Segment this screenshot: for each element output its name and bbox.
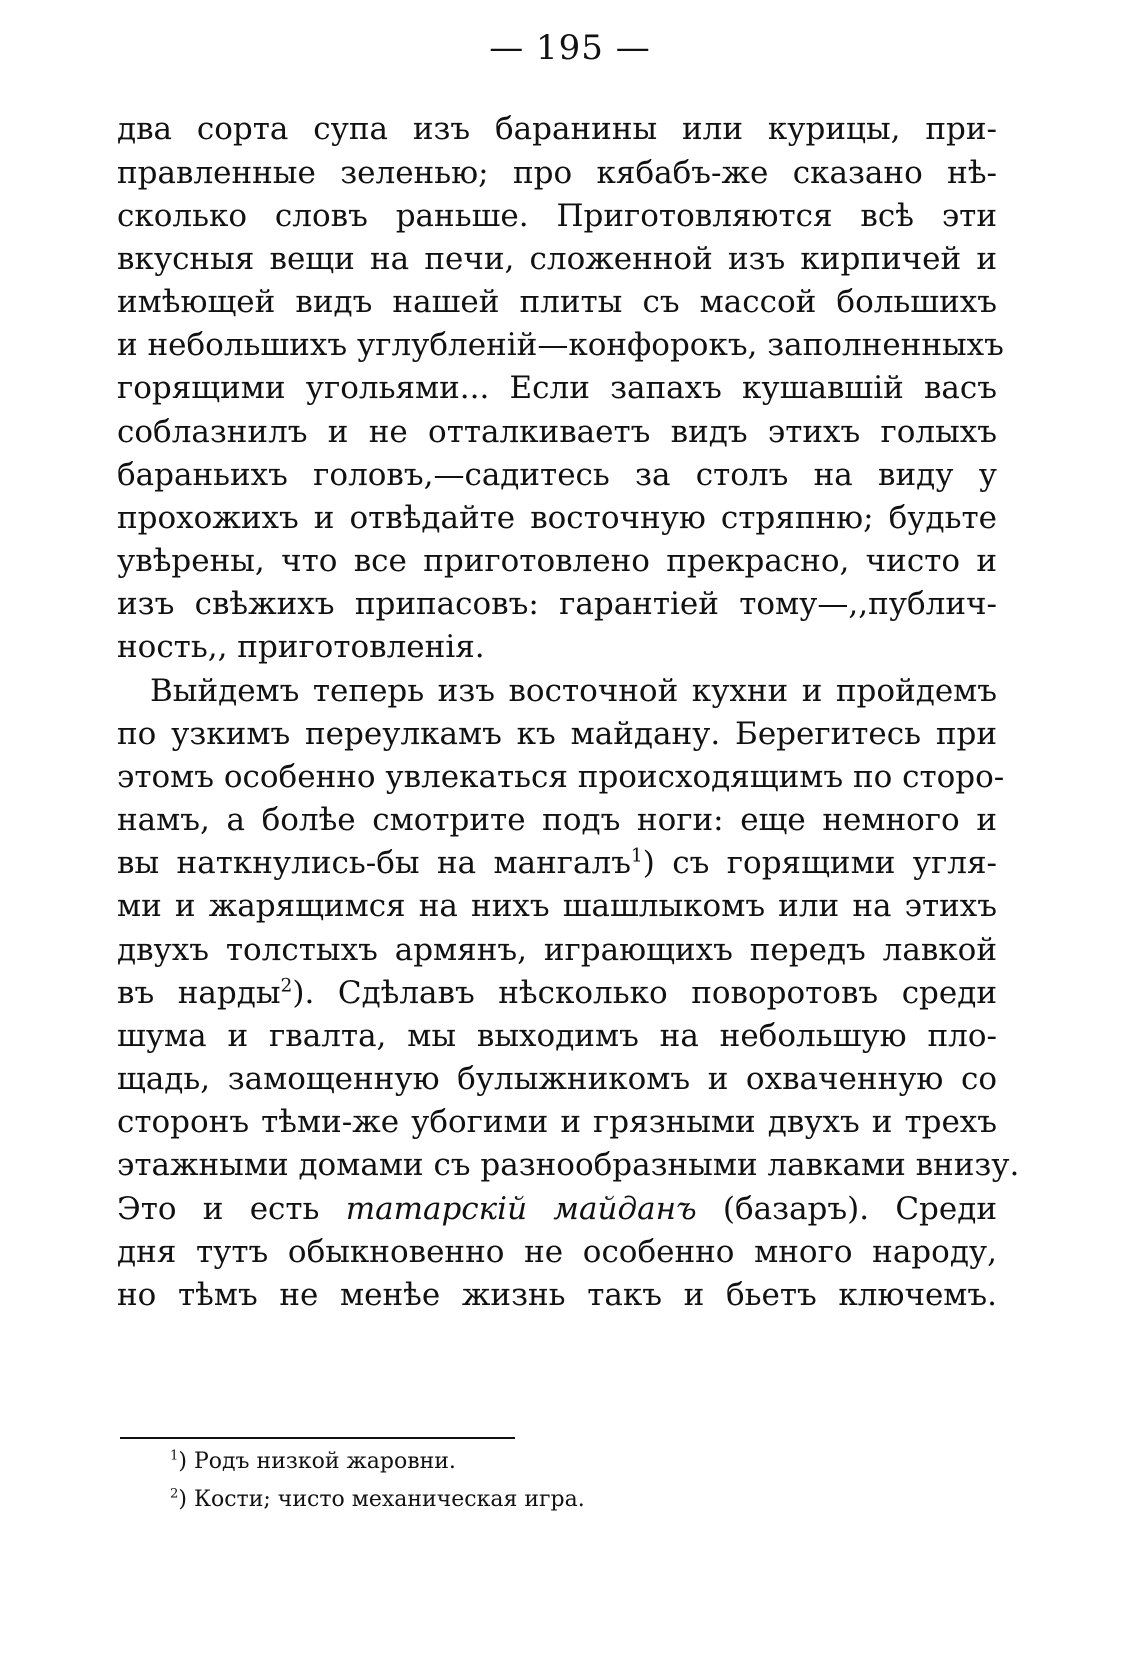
footnote-1 <box>170 1446 456 1478</box>
footnote-ref: 2 <box>280 975 293 997</box>
text-line: дня тутъ обыкновенно не особенно много народу, <box>117 1234 997 1270</box>
text-line: намъ, а болѣе смотрите подъ ноги: еще немного и <box>117 802 997 838</box>
text-line: щадь, замощенную булыжникомъ и охваченную со <box>117 1061 997 1097</box>
footnote-ref: 1 <box>630 845 643 867</box>
text-line: ность,, приготовленія. <box>117 629 485 665</box>
text-span: (базаръ). Среди <box>696 1191 997 1227</box>
text-line: и небольшихъ углубленій—конфорокъ, заполненныхъ <box>117 327 1004 363</box>
text-line: соблазнилъ и не отталкиваетъ видъ этихъ голыхъ <box>117 414 997 450</box>
text-span: Это и есть <box>117 1191 346 1227</box>
text-line: горящими угольями... Если запахъ кушавшій васъ <box>117 370 997 406</box>
text-line: два сорта супа изъ баранины или курицы, при- <box>117 111 997 147</box>
text-span: ). Сдѣлавъ нѣсколько поворотовъ среди <box>292 975 998 1011</box>
footnote-text: ) Кости; чисто механическая игра. <box>178 1487 585 1512</box>
text-line: изъ свѣжихъ припасовъ: гарантіей тому—,,публич- <box>117 586 997 622</box>
text-line: двухъ толстыхъ армянъ, играющихъ передъ лавкой <box>117 932 997 968</box>
text-line: шума и гвалта, мы выходимъ на небольшую пло- <box>117 1018 997 1054</box>
text-span: ) съ горящими угля- <box>642 845 997 881</box>
text-line: этомъ особенно увлекаться происходящимъ по сторо- <box>117 759 1005 795</box>
text-line: бараньихъ головъ,—садитесь за столъ на виду у <box>117 457 997 493</box>
italic-term: татарскій майданъ <box>345 1191 697 1227</box>
page-number: — 195 — <box>489 28 651 68</box>
text-line: ми и жарящимся на нихъ шашлыкомъ или на этихъ <box>117 888 997 924</box>
text-line: сколько словъ раньше. Приготовляются всѣ эти <box>117 198 997 234</box>
footnote-text: ) Родъ низкой жаровни. <box>178 1449 456 1474</box>
text-line <box>117 1186 997 1232</box>
footnote-divider <box>120 1437 515 1439</box>
text-line: вкусныя вещи на печи, сложенной изъ кирпичей и <box>117 241 997 277</box>
text-line: сторонъ тѣми-же убогими и грязными двухъ и трехъ <box>117 1104 997 1140</box>
text-line: прохожихъ и отвѣдайте восточную стряпню; будьте <box>117 500 997 536</box>
text-line: Выйдемъ теперь изъ восточной кухни и пройдемъ <box>150 673 997 709</box>
text-line <box>117 840 997 886</box>
text-line: увѣрены, что все приготовлено прекрасно, чисто и <box>117 543 997 579</box>
footnote-2 <box>170 1484 585 1516</box>
text-line: но тѣмъ не менѣе жизнь такъ и бьетъ ключемъ. <box>117 1277 997 1313</box>
footnote-mark: 1 <box>170 1448 179 1464</box>
text-span: въ нарды <box>117 975 281 1011</box>
footnote-mark: 2 <box>170 1486 179 1502</box>
text-span: вы наткнулись-бы на мангалъ <box>117 845 631 881</box>
text-line <box>117 970 997 1016</box>
text-line: по узкимъ переулкамъ къ майдану. Берегитесь при <box>117 716 997 752</box>
text-line: этажными домами съ разнообразными лавками внизу. <box>117 1147 1020 1183</box>
text-line: имѣющей видъ нашей плиты съ массой большихъ <box>117 284 997 320</box>
text-line: правленные зеленью; про кябабъ-же сказано нѣ- <box>117 155 997 191</box>
